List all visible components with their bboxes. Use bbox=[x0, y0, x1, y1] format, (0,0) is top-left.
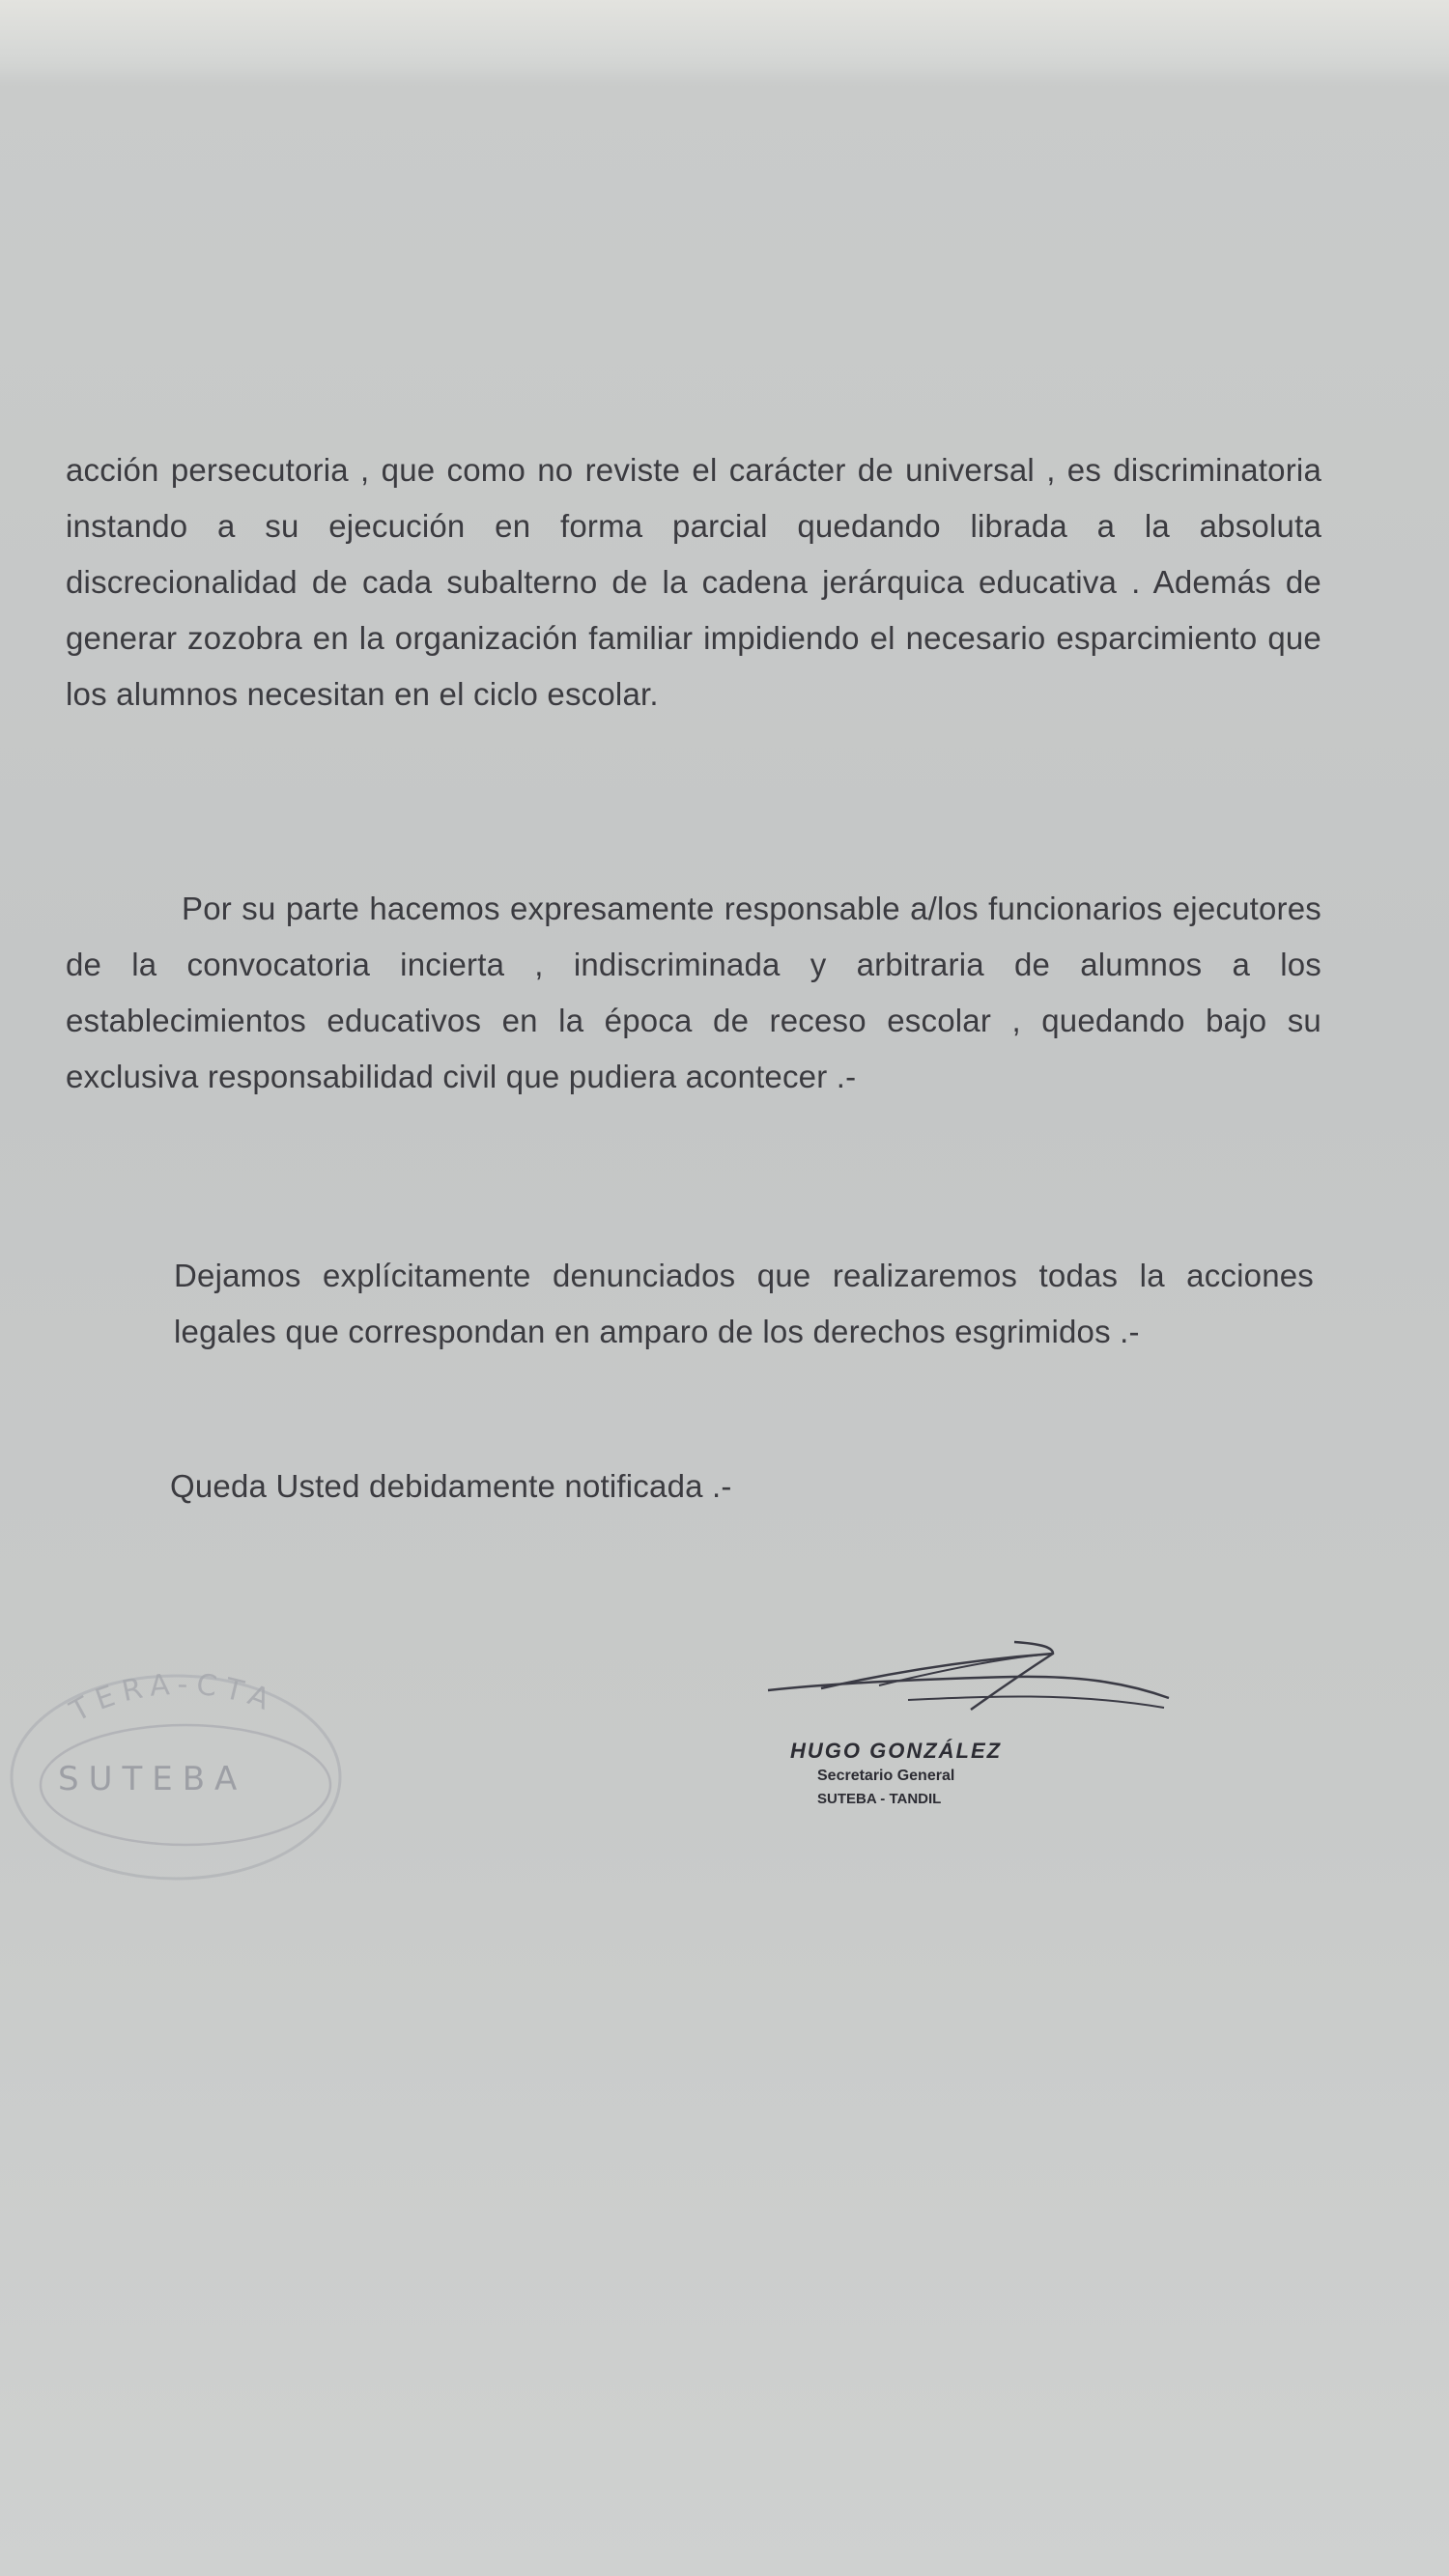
handwritten-signature-icon bbox=[763, 1632, 1179, 1748]
paragraph-3: Dejamos explícitamente denunciados que realizaremos todas la acciones legales que correspondan en amparo de los derechos esgrimidos .- bbox=[174, 1258, 1314, 1349]
stamp-text: SUTEBA bbox=[58, 1760, 247, 1798]
top-shadow bbox=[0, 0, 1449, 87]
signatory-role: Secretario General bbox=[817, 1768, 955, 1784]
paragraph-4: Queda Usted debidamente notificada .- bbox=[170, 1468, 732, 1504]
paragraph-2: Por su parte hacemos expresamente responsable a/los funcionarios ejecutores de la convocatoria incierta , indiscriminada y arbitraria de alumnos a los establecimientos educativos en la época de receso escolar , quedando bajo su exclusiva responsabilidad civil que pudiera acontecer .- bbox=[66, 891, 1321, 1094]
signatory-organization: SUTEBA - TANDIL bbox=[817, 1791, 942, 1807]
stamp-arc-text: TERA-CTA bbox=[64, 1667, 282, 1729]
paragraph-1: acción persecutoria , que como no reviste el carácter de universal , es discriminatoria instando a su ejecución en forma parcial quedando librada a la absoluta discrecionalidad de cada subalterno de la cadena jerárquica educativa . Además de generar zozobra en la organización familiar impidiendo el necesario esparcimiento que los alumnos necesitan en el ciclo escolar. bbox=[66, 452, 1321, 712]
svg-text:TERA-CTA bbox=[64, 1668, 281, 1730]
signatory-name: HUGO GONZÁLEZ bbox=[790, 1739, 1003, 1763]
